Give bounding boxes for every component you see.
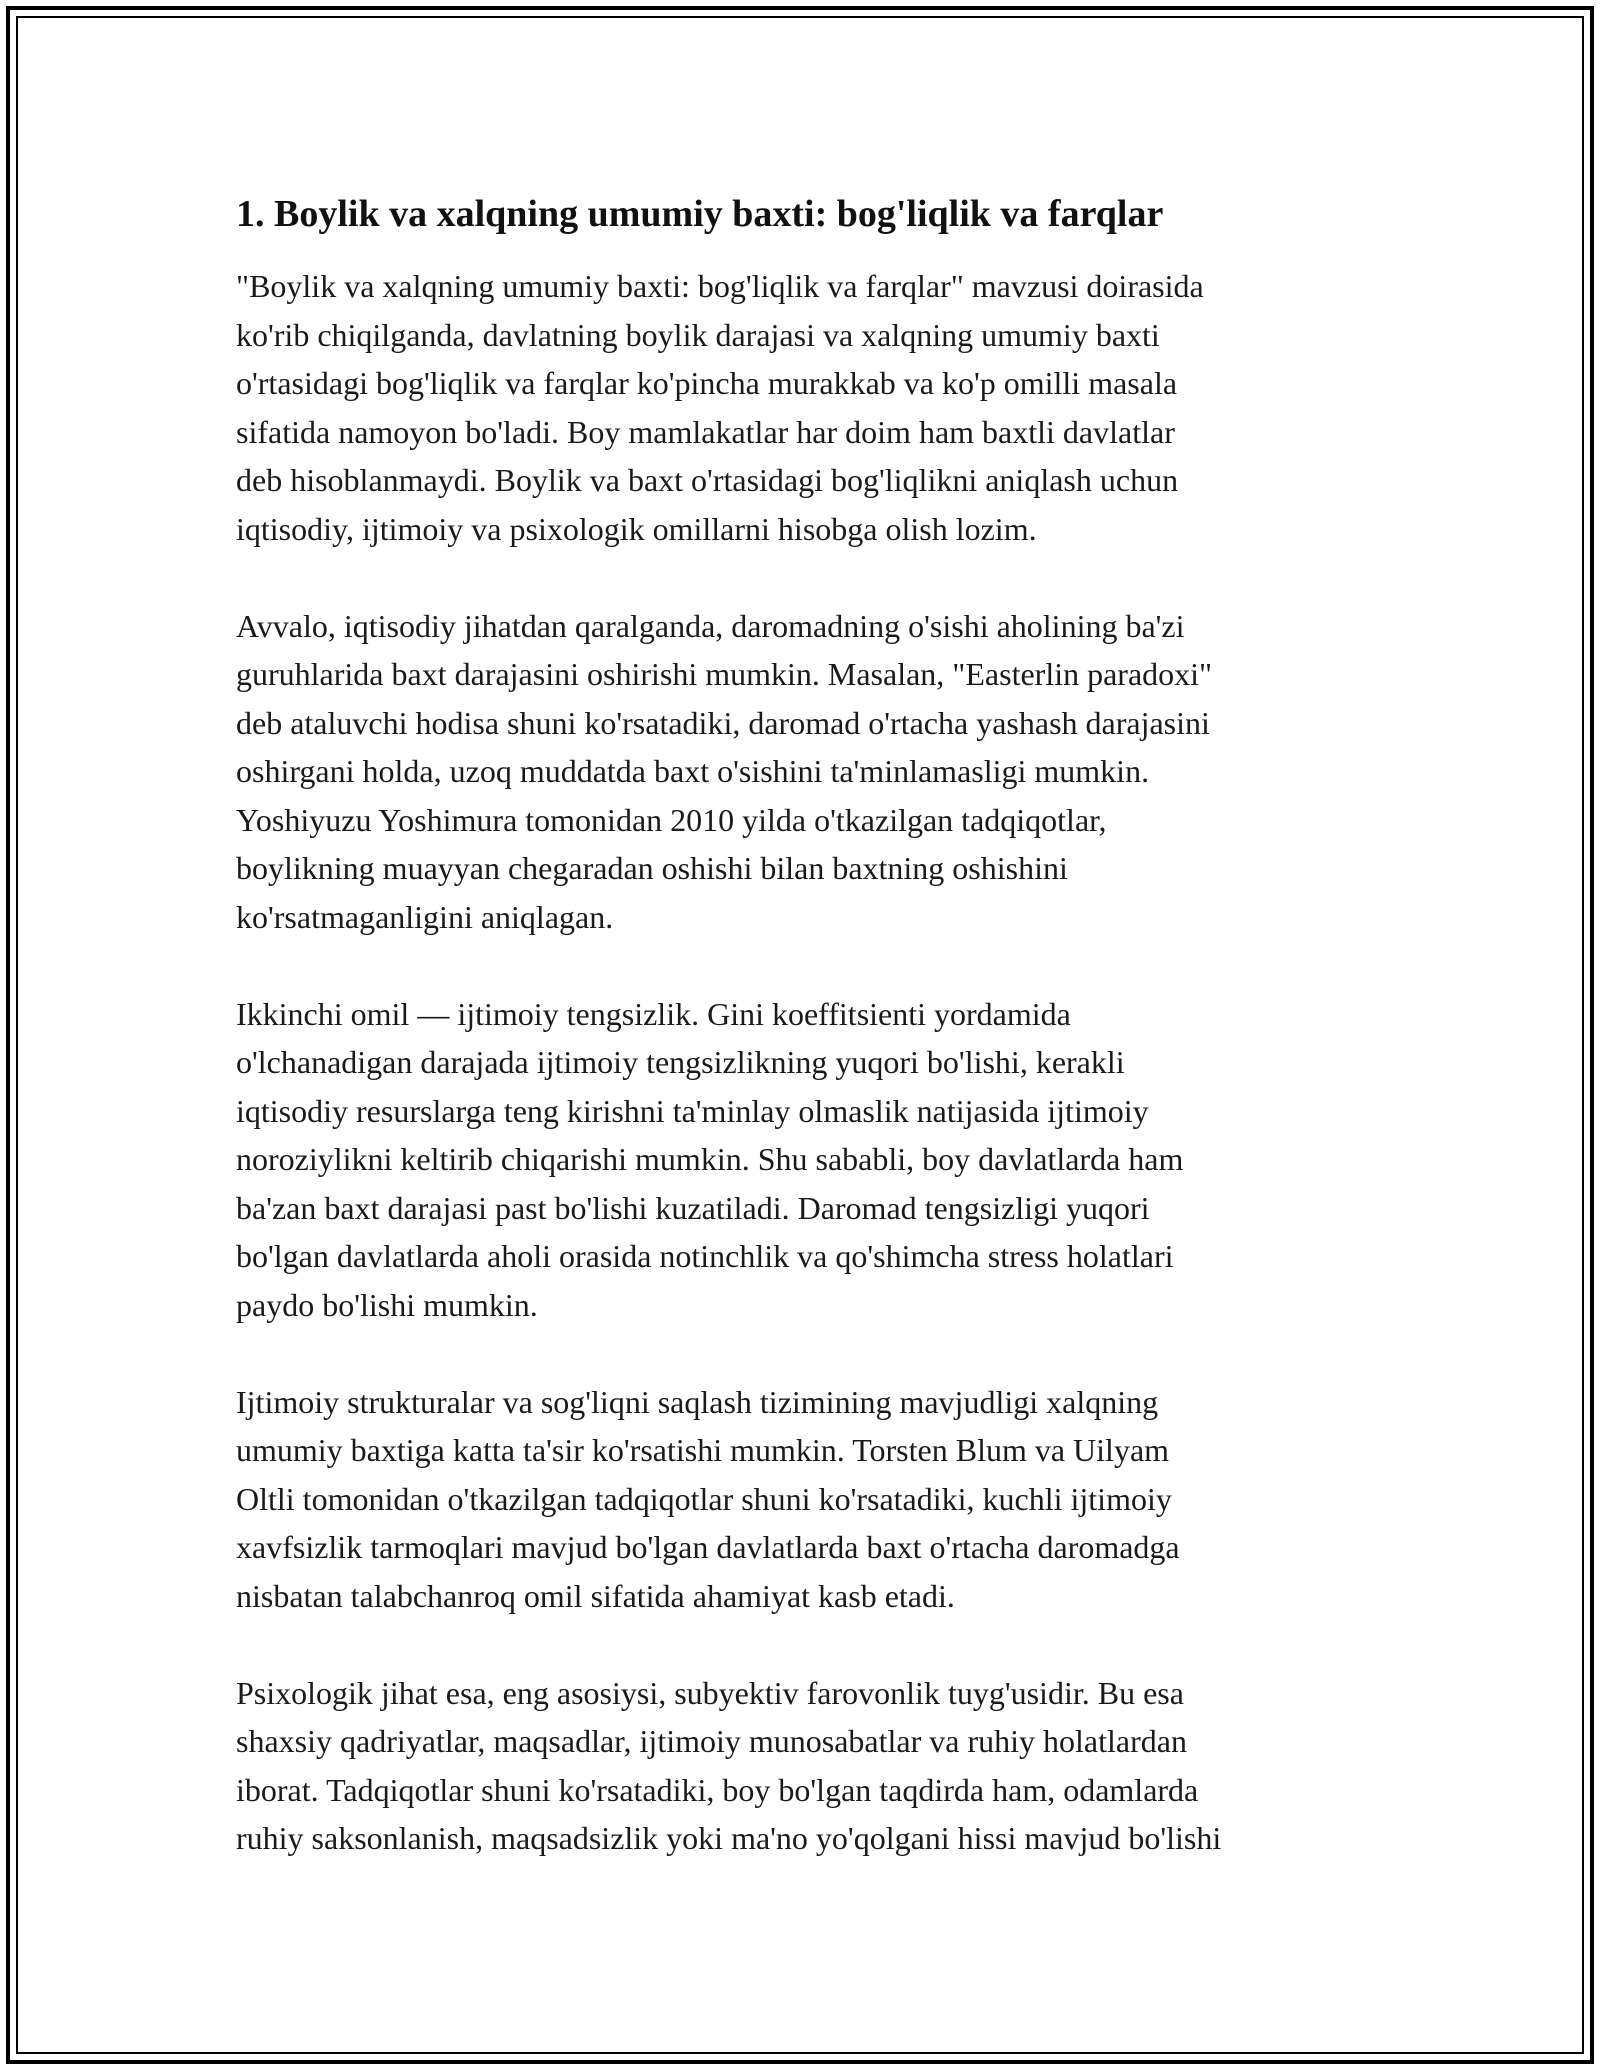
paragraph bbox=[236, 1669, 1376, 1863]
text-line: iqtisodiy resurslarga teng kirishni ta'minlay olmaslik natijasida ijtimoiy bbox=[236, 1092, 1149, 1129]
text-line: ba'zan baxt darajasi past bo'lishi kuzatiladi. Daromad tengsizligi yuqori bbox=[236, 1189, 1150, 1226]
text-line: bo'lgan davlatlarda aholi orasida notinchlik va qo'shimcha stress holatlari bbox=[236, 1238, 1174, 1274]
text-line: Psixologik jihat esa, eng asosiysi, subyektiv farovonlik tuyg'usidir. Bu esa bbox=[236, 1674, 1184, 1711]
text-line: Ikkinchi omil — ijtimoiy tengsizlik. Gini koeffitsienti yordamida bbox=[236, 995, 1071, 1032]
text-line: ko'rsatmaganligini aniqlagan. bbox=[236, 898, 614, 935]
text-line: o'rtasidagi bog'liqlik va farqlar ko'pincha murakkab va ko'p omilli masala bbox=[236, 365, 1178, 401]
text-line: shaxsiy qadriyatlar, maqsadlar, ijtimoiy munosabatlar va ruhiy holatlardan bbox=[236, 1723, 1187, 1759]
text-line: boylikning muayyan chegaradan oshishi bilan baxtning oshishini bbox=[236, 850, 1068, 886]
text-line: nisbatan talabchanroq omil sifatida ahamiyat kasb etadi. bbox=[236, 1577, 955, 1614]
text-line: guruhlarida baxt darajasini oshirishi mumkin. Masalan, "Easterlin paradoxi" bbox=[236, 656, 1213, 692]
text-line: Avvalo, iqtisodiy jihatdan qaralganda, daromadning o'sishi aholining ba'zi bbox=[236, 607, 1185, 644]
text-line: ko'rib chiqilganda, davlatning boylik darajasi va xalqning umumiy baxti bbox=[236, 316, 1160, 353]
paragraph bbox=[236, 602, 1376, 942]
text-line: noroziylikni keltirib chiqarishi mumkin. Shu sababli, boy davlatlarda ham bbox=[236, 1141, 1184, 1177]
text-line: paydo bo'lishi mumkin. bbox=[236, 1286, 538, 1323]
text-line: Yoshiyuzu Yoshimura tomonidan 2010 yilda o'tkazilgan tadqiqotlar, bbox=[236, 801, 1107, 838]
text-line: iborat. Tadqiqotlar shuni ko'rsatadiki, boy bo'lgan taqdirda ham, odamlarda bbox=[236, 1771, 1199, 1808]
text-line: ruhiy saksonlanish, maqsadsizlik yoki ma'no yo'qolgani hissi mavjud bo'lishi bbox=[236, 1820, 1222, 1856]
paragraph bbox=[236, 990, 1376, 1330]
text-line: deb ataluvchi hodisa shuni ko'rsatadiki, daromad o'rtacha yashash darajasini bbox=[236, 704, 1210, 741]
text-line: xavfsizlik tarmoqlari mavjud bo'lgan davlatlarda baxt o'rtacha daromadga bbox=[236, 1529, 1180, 1565]
text-line: umumiy baxtiga katta ta'sir ko'rsatishi mumkin. Torsten Blum va Uilyam bbox=[236, 1432, 1170, 1468]
text-line: o'lchanadigan darajada ijtimoiy tengsizlikning yuqori bo'lishi, kerakli bbox=[236, 1044, 1125, 1080]
text-line: oshirgani holda, uzoq muddatda baxt o'sishini ta'minlamasligi mumkin. bbox=[236, 753, 1150, 789]
text-line: Ijtimoiy strukturalar va sog'liqni saqlash tizimining mavjudligi xalqning bbox=[236, 1383, 1159, 1420]
paragraph bbox=[236, 1378, 1376, 1621]
text-line: deb hisoblanmaydi. Boylik va baxt o'rtasidagi bog'liqlikni aniqlash uchun bbox=[236, 462, 1179, 498]
text-line: iqtisodiy, ijtimoiy va psixologik omillarni hisobga olish lozim. bbox=[236, 510, 1037, 547]
document-body bbox=[236, 188, 1376, 1911]
text-line: sifatida namoyon bo'ladi. Boy mamlakatlar har doim ham baxtli davlatlar bbox=[236, 413, 1175, 450]
text-line: Oltli tomonidan o'tkazilgan tadqiqotlar shuni ko'rsatadiki, kuchli ijtimoiy bbox=[236, 1480, 1172, 1517]
paragraph bbox=[236, 262, 1376, 553]
section-heading: 1. Boylik va xalqning umumiy baxti: bog'liqlik va farqlar bbox=[236, 193, 1164, 235]
text-line: "Boylik va xalqning umumiy baxti: bog'liqlik va farqlar" mavzusi doirasida bbox=[236, 268, 1204, 304]
